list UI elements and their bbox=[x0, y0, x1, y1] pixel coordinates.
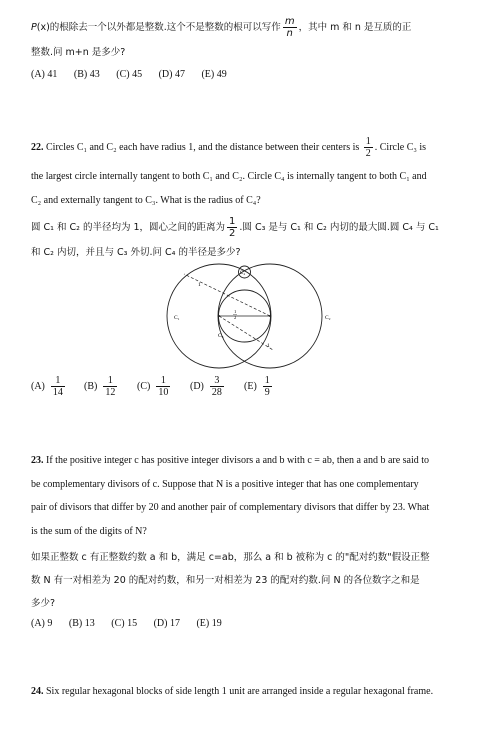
q23-line3: pair of divisors that differ by 20 and another pair of complementary divisors that differ by 23. What bbox=[31, 502, 430, 513]
q22-line1-pre: Circles C₁ and C₂ each have radius 1, and the distance between their centers is bbox=[46, 141, 360, 153]
q22-line1-post: . Circle C₃ is bbox=[374, 141, 427, 153]
q22-choice-b bbox=[84, 375, 119, 398]
q21-frac-n: n bbox=[286, 28, 293, 39]
q21-frac-m: m bbox=[284, 16, 295, 27]
q22-line1 bbox=[31, 136, 426, 159]
q22-choice-c-num: 1 bbox=[156, 375, 170, 387]
q23-cn-line1: 如果正整数 c 有正整数约数 a 和 b，满足 c=ab，那么 a 和 b 被称为 c 的"配对约数"假设正整 bbox=[31, 552, 430, 563]
q22-cn1-post: .圆 C₃ 是与 C₁ 和 C₂ 内切的最大圆.圆 C₄ 与 C₁ bbox=[239, 222, 439, 233]
q22-line3: C₂ and externally tangent to C₃. What is the radius of C₄? bbox=[31, 195, 261, 206]
q22-choice-a-den: 14 bbox=[52, 387, 63, 398]
q22-choice-b-label: (B) bbox=[84, 380, 98, 392]
q22-choice-d bbox=[190, 375, 226, 398]
q23-option-e: (E) 19 bbox=[196, 618, 222, 629]
q21-options bbox=[31, 69, 241, 80]
q21-option-b: (B) 43 bbox=[73, 69, 100, 80]
q23-option-a: (A) 9 bbox=[31, 618, 53, 629]
q23-cn-line2: 数 N 有一对相差为 20 的配对约数，和另一对相差为 23 的配对约数.问 N 的各位数字之和是 bbox=[31, 575, 420, 586]
q23-option-c: (C) 15 bbox=[111, 618, 138, 629]
q22-choice-d-num: 3 bbox=[210, 375, 224, 387]
q22-cn-half-fraction bbox=[227, 216, 237, 239]
q22-choice-b-frac bbox=[103, 375, 117, 398]
q23-number: 23. bbox=[31, 455, 44, 466]
q21-post: ，其中 m 和 n 是互质的正 bbox=[298, 22, 412, 33]
q23-cn-line3: 多少? bbox=[31, 598, 56, 609]
q22-cn-line1 bbox=[31, 216, 439, 239]
q22-half-fraction bbox=[364, 136, 373, 159]
label-radius-1b: 1 bbox=[267, 343, 270, 349]
q21-p: P bbox=[31, 22, 37, 33]
q22-choice-d-label: (D) bbox=[190, 380, 204, 392]
q23-option-b: (B) 13 bbox=[68, 618, 95, 629]
q23-line2: be complementary divisors of c. Suppose that N is a positive integer that has one complementary bbox=[31, 479, 419, 490]
q24-line1 bbox=[31, 686, 433, 697]
q22-half-den: 2 bbox=[365, 148, 371, 159]
q22-choice-c-frac bbox=[156, 375, 170, 398]
label-c2: C₂ bbox=[325, 315, 331, 321]
q23-line1-text: If the positive integer c has positive integer divisors a and b with c = ab, then a and b are said to bbox=[46, 455, 430, 466]
q22-choice-a-frac bbox=[51, 375, 65, 398]
label-c3: C₃ bbox=[218, 333, 224, 339]
q22-choice-b-num: 1 bbox=[103, 375, 117, 387]
q22-choice-a-num: 1 bbox=[51, 375, 65, 387]
q22-cn-half-num: 1 bbox=[229, 216, 236, 227]
q21-fraction bbox=[283, 16, 297, 39]
q21-mid: 的根除去一个以外都是整数.这个不是整数的根可以写作 bbox=[49, 22, 281, 33]
q22-choice-c-label: (C) bbox=[137, 380, 151, 392]
q24-line1-text: Six regular hexagonal blocks of side length 1 unit are arranged inside a regular hexagonal frame. bbox=[46, 686, 434, 697]
q22-choice-e-num: 1 bbox=[264, 375, 270, 386]
label-c1: C₁ bbox=[174, 315, 180, 321]
q22-choice-d-frac bbox=[210, 375, 224, 398]
q22-cn-line2: 和 C₂ 内切，并且与 C₃ 外切.问 C₄ 的半径是多少? bbox=[31, 247, 241, 258]
label-c4: C₄ bbox=[240, 271, 246, 276]
q24-number: 24. bbox=[31, 686, 44, 697]
q22-circle-diagram bbox=[160, 262, 340, 370]
q21-option-a: (A) 41 bbox=[31, 69, 58, 80]
q22-choice-e bbox=[244, 375, 274, 398]
label-radius-1a: 1 bbox=[198, 282, 201, 288]
q22-line2: the largest circle internally tangent to both C₁ and C₂. Circle C₄ is internally tangent to both C₁ and bbox=[31, 171, 427, 182]
center-c1 bbox=[218, 315, 220, 317]
q22-choice-e-frac bbox=[263, 375, 272, 398]
q22-choice-c-den: 10 bbox=[158, 387, 169, 398]
q23-line1 bbox=[31, 455, 429, 466]
q22-cn-half-den: 2 bbox=[229, 228, 236, 239]
label-half-num: 1 bbox=[234, 309, 237, 314]
q23-option-d: (D) 17 bbox=[153, 618, 180, 629]
q22-choice-e-label: (E) bbox=[244, 380, 257, 392]
q21-line2: 整数.问 m+n 是多少? bbox=[31, 47, 126, 58]
center-c2 bbox=[269, 315, 271, 317]
q22-half-num: 1 bbox=[365, 136, 371, 147]
q22-choice-b-den: 12 bbox=[105, 387, 116, 398]
q22-choice-d-den: 28 bbox=[211, 387, 222, 398]
q23-line4: is the sum of the digits of N? bbox=[31, 526, 147, 537]
q22-number: 22. bbox=[31, 141, 44, 153]
q22-choice-a-label: (A) bbox=[31, 380, 45, 392]
q21-x: (x) bbox=[36, 22, 50, 33]
q21-line1 bbox=[31, 16, 411, 39]
q22-choice-c bbox=[137, 375, 172, 398]
q22-choice-a bbox=[31, 375, 67, 398]
label-half-den: 2 bbox=[234, 315, 237, 320]
q21-option-c: (C) 45 bbox=[116, 69, 143, 80]
q23-options bbox=[31, 618, 236, 629]
q21-option-e: (E) 49 bbox=[201, 69, 227, 80]
q22-cn1-pre: 圆 C₁ 和 C₂ 的半径均为 1，圆心之间的距离为 bbox=[31, 222, 226, 233]
q22-choice-e-den: 9 bbox=[264, 387, 270, 398]
q21-option-d: (D) 47 bbox=[158, 69, 185, 80]
